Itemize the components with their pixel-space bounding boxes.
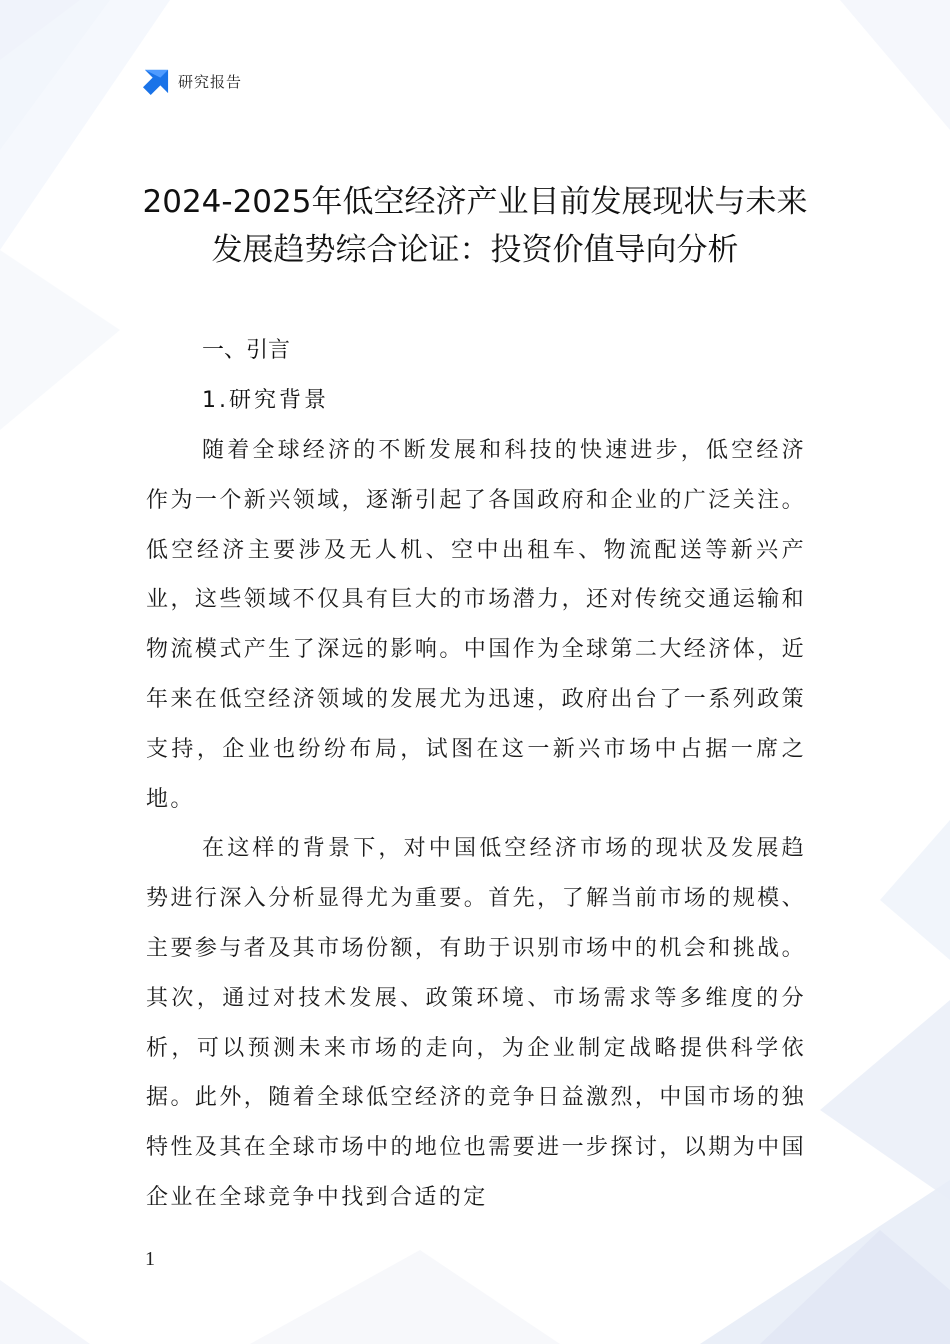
title-line-2: 发展趋势综合论证：投资价值导向分析 <box>211 232 739 268</box>
header-label: 研究报告 <box>178 73 243 91</box>
title-line-1: 2024-2025年低空经济产业目前发展现状与未来 <box>142 184 808 220</box>
arrow-up-right-icon <box>143 68 170 95</box>
report-header <box>143 68 242 95</box>
document-title <box>100 178 850 274</box>
document-body <box>146 326 806 1223</box>
paragraph-1: 随着全球经济的不断发展和科技的快速进步，低空经济作为一个新兴领域，逐渐引起了各国政府和企业的广泛关注。低空经济主要涉及无人机、空中出租车、物流配送等新兴产业，这些领域不仅具有巨大的市场潜力，还对传统交通运输和物流模式产生了深远的影响。中国作为全球第二大经济体，近年来在低空经济领域的发展尤为迅速，政府出台了一系列政策支持，企业也纷纷布局，试图在这一新兴市场中占据一席之地。 <box>146 438 806 812</box>
paragraph-2: 在这样的背景下，对中国低空经济市场的现状及发展趋势进行深入分析显得尤为重要。首先，了解当前市场的规模、主要参与者及其市场份额，有助于识别市场中的机会和挑战。其次，通过对技术发展、政策环境、市场需求等多维度的分析，可以预测未来市场的走向，为企业制定战略提供科学依据。此外，随着全球低空经济的竞争日益激烈，中国市场的独特性及其在全球市场中的地位也需要进一步探讨，以期为中国企业在全球竞争中找到合适的定 <box>146 836 806 1210</box>
page-number: 1 <box>145 1248 155 1270</box>
subsection-heading: 1.研究背景 <box>202 388 329 413</box>
section-heading: 一、引言 <box>202 338 291 363</box>
